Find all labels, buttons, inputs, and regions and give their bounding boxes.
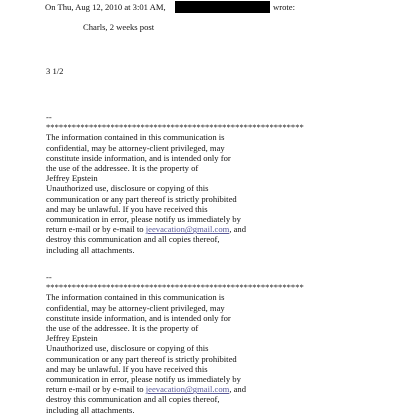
email-prefix: return e-mail or by e-mail to	[46, 384, 146, 395]
disclaimer-line: Unauthorized use, disclosure or copying of this	[46, 343, 209, 354]
disclaimer-line: and may be unlawful. If you have received this	[46, 363, 208, 374]
disclaimer-block	[46, 112, 304, 255]
email-link[interactable]: jeevacation@gmail.com	[145, 224, 230, 235]
disclaimer-line: confidential, may be attorney-client privileged, may	[46, 142, 225, 153]
star-divider: ************************************************************	[46, 122, 304, 133]
disclaimer-line: The information contained in this communication is	[46, 292, 225, 303]
disclaimer-line: communication in error, please notify us immediately by	[46, 214, 241, 225]
signature-separator: --	[46, 112, 52, 122]
disclaimer-line: Unauthorized use, disclosure or copying of this	[46, 183, 209, 194]
star-divider: ************************************************************	[46, 282, 304, 293]
disclaimer-line: constitute inside information, and is intended only for	[46, 312, 231, 323]
disclaimer-line: including all attachments.	[46, 244, 135, 255]
signature-separator: --	[46, 272, 52, 282]
message-value: 3 1/2	[46, 66, 64, 76]
disclaimer-line: confidential, may be attorney-client privileged, may	[46, 302, 225, 313]
email-link[interactable]: jeevacation@gmail.com	[145, 384, 230, 395]
email-prefix: return e-mail or by e-mail to	[46, 224, 146, 235]
disclaimer-line: the use of the addressee. It is the property of	[46, 163, 199, 174]
disclaimer-line: communication or any part thereof is strictly prohibited	[46, 353, 237, 364]
disclaimer-line: the use of the addressee. It is the property of	[46, 323, 199, 334]
disclaimer-line: Jeffrey Epstein	[46, 333, 98, 344]
message-note: Charls, 2 weeks post	[83, 22, 155, 32]
disclaimer-line: Jeffrey Epstein	[46, 173, 98, 184]
disclaimer-email-line	[46, 384, 304, 394]
reply-header-suffix: wrote:	[273, 2, 295, 12]
disclaimer-line: including all attachments.	[46, 404, 135, 415]
disclaimer-line: destroy this communication and all copies thereof,	[46, 234, 220, 245]
disclaimer-line: constitute inside information, and is intended only for	[46, 152, 231, 163]
email-suffix: , and	[229, 224, 247, 235]
disclaimer-line: communication in error, please notify us immediately by	[46, 374, 241, 385]
email-suffix: , and	[229, 384, 247, 395]
disclaimer-email-line	[46, 224, 304, 234]
disclaimer-block	[46, 272, 304, 415]
disclaimer-line: communication or any part thereof is strictly prohibited	[46, 193, 237, 204]
reply-header-prefix: On Thu, Aug 12, 2010 at 3:01 AM,	[45, 2, 166, 12]
redaction-bar	[175, 1, 270, 13]
disclaimer-line: destroy this communication and all copies thereof,	[46, 394, 220, 405]
disclaimer-line: The information contained in this communication is	[46, 132, 225, 143]
disclaimer-line: and may be unlawful. If you have received this	[46, 203, 208, 214]
